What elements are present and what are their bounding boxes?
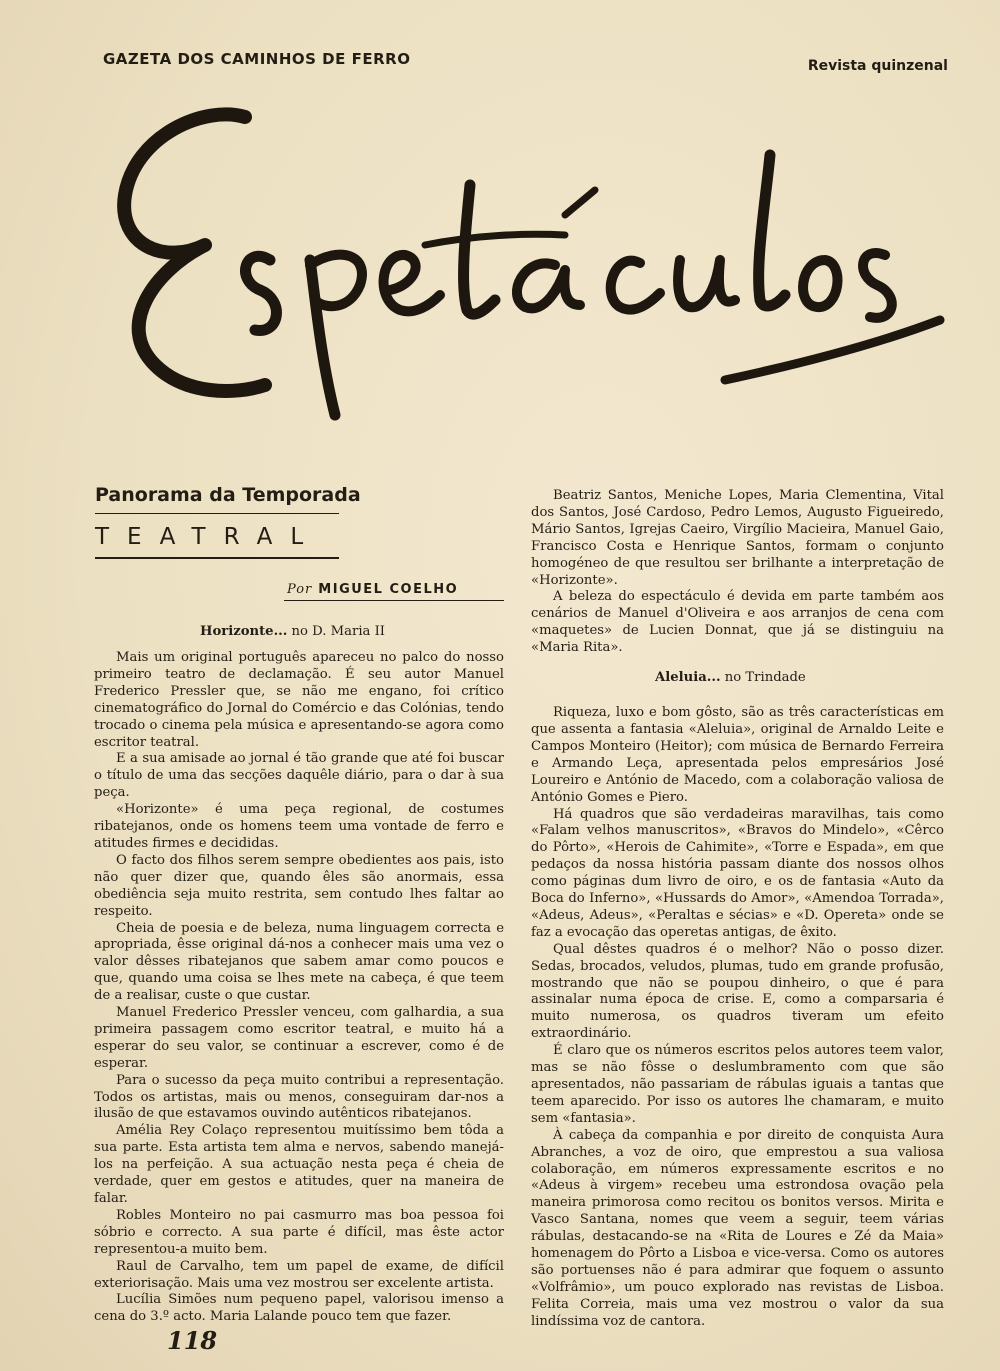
left-column <box>94 650 504 1326</box>
paragraph: À cabeça da companhia e por direito de conquista Aura Abranches, a voz de oiro, que emprestou a sua valiosa colaboração, em números expressamente escritos e no «Adeus à virgem» recebeu uma estrondosa ovação pela maneira primorosa como recitou os bonitos versos. Mirita e Vasco Santana, nomes que veem a seguir, teem várias rábulas, destacando-se na «Rita de Loures e Zé da Maia» homenagem do Pôrto a Lisboa e vice-versa. Como os autores são portuenses não é para admirar que foquem o assunto «Volfrâmio», um pouco explorado nas revistas de Lisboa. Felita Correia, mais uma vez mostrou o valor da sua lindíssima voz de cantora. <box>531 1127 944 1329</box>
kicker-rule <box>95 513 339 514</box>
byline-prefix: Por <box>287 582 313 597</box>
byline-rule <box>284 600 504 601</box>
paragraph: Raul de Carvalho, tem um papel de exame, de difícil exteriorisação. Mais uma vez mostrou ser excelente artista. <box>94 1258 504 1291</box>
publication-name: GAZETA DOS CAMINHOS DE FERRO <box>103 50 411 68</box>
section-title-calligraphy <box>95 95 955 435</box>
paragraph: «Horizonte» é uma peça regional, de costumes ribatejanos, onde os homens teem uma vontade de ferro e atitudes firmes e decididas. <box>94 802 504 851</box>
subheading-title: Aleluia... <box>655 670 721 685</box>
subheading-horizonte <box>200 624 385 639</box>
paragraph: Manuel Frederico Pressler venceu, com galhardia, a sua primeira passagem como escritor teatral, e muito há a esperar do seu valor, se continuar a escrever, como é de esperar. <box>94 1005 504 1071</box>
paragraph: Riqueza, luxo e bom gôsto, são as três características em que assenta a fantasia «Aleluia», original de Arnaldo Leite e Campos Monteiro (Heitor); com música de Bernardo Ferreira e Armando Leça, apresentada pelos empresários José Loureiro e António de Macedo, com a colaboração valiosa de António Gomes e Piero. <box>531 705 944 805</box>
subheading-venue: no Trindade <box>720 670 806 685</box>
paragraph: Amélia Rey Colaço representou muitíssimo bem tôda a sua parte. Esta artista tem alma e nervos, sabendo manejá-los na perfeição. A sua actuação nesta peça é cheia de verdade, quer em gestos e atitudes, quer na maneira de falar. <box>94 1123 504 1206</box>
paragraph: Qual dêstes quadros é o melhor? Não o posso dizer. Sedas, brocados, veludos, plumas, tudo em grande profusão, mostrando que não se poupou dinheiro, o que é para assinalar numa época de crise. E, como a comparsaria é muito numerosa, os quadros tiveram um efeito extraordinário. <box>531 941 944 1042</box>
title-rule <box>95 557 339 559</box>
periodicity-label: Revista quinzenal <box>807 58 948 74</box>
paragraph: Há quadros que são verdadeiras maravilhas, tais como «Falam velhos manuscritos», «Bravos do Mindelo», «Cêrco do Pôrto», «Herois de Cahimite», «Torre e Espada», em que pedaços da nossa história passam diante dos nossos olhos como páginas dum livro de oiro, e os de fantasia «Auto da Boca do Inferno», «Hussards do Amor», «Amendoa Torrada», «Adeus, Adeus», «Peraltas e sécias» e «D. Opereta» onde se faz a evocação das operetas antigas, de êxito. <box>531 806 944 940</box>
subheading-title: Horizonte... <box>200 624 288 639</box>
paragraph: O facto dos filhos serem sempre obedientes aos pais, isto não quer dizer que, quando êles são anormais, essa obediência seja muito restrita, sem contudo lhes faltar ao respeito. <box>94 852 504 919</box>
article-kicker: Panorama da Temporada <box>95 484 361 506</box>
paragraph: Robles Monteiro no pai casmurro mas boa pessoa foi sóbrio e correcto. A sua parte é difícil, mas êste actor representou-a muito bem. <box>94 1207 504 1257</box>
page-number: 118 <box>167 1326 218 1355</box>
subheading-venue: no D. Maria II <box>287 624 386 639</box>
article-title: TEATRAL <box>95 524 322 550</box>
paragraph: Cheia de poesia e de beleza, numa linguagem correcta e apropriada, êsse original dá-nos a conhecer mais uma vez o valor dêsses ribatejanos que sabem amar como poucos e que, quando uma coisa se lhes mete na cabeça, é que teem de a realisar, custe o que custar. <box>94 920 504 1004</box>
paragraph: Mais um original português apareceu no palco do nosso primeiro teatro de declamação. É seu autor Manuel Frederico Pressler que, se não me engano, foi crítico cinematográfico do Jornal do Comércio e das Colónias, tendo trocado o cinema pela música e apresentando-se agora como escritor teatral. <box>94 650 504 750</box>
byline-author: MIGUEL COELHO <box>318 582 459 597</box>
paragraph: A beleza do espectáculo é devida em parte também aos cenários de Manuel d'Oliveira e aos arranjos de cena com «maquetes» de Lucien Donnat, que já se distinguiu na «Maria Rita». <box>531 589 944 656</box>
paragraph: É claro que os números escritos pelos autores teem valor, mas se não fôsse o deslumbramento com que são apresentados, não passariam de rábulas iguais a tantas que teem aparecido. Por isso os autores lhe chamaram, e muito sem «fantasia». <box>531 1043 944 1126</box>
paragraph: Para o sucesso da peça muito contribui a representação. Todos os artistas, mais ou menos, conseguiram dar-nos a ilusão de que estavamos ouvindo autênticos ribatejanos. <box>94 1072 504 1122</box>
paragraph: Lucília Simões num pequeno papel, valorisou imenso a cena do 3.º acto. Maria Lalande pouco tem que fazer. <box>94 1292 504 1325</box>
paragraph: Beatriz Santos, Meniche Lopes, Maria Clementina, Vital dos Santos, José Cardoso, Pedro Lemos, Augusto Figueiredo, Mário Santos, Igrejas Caeiro, Virgílio Macieira, Manuel Gaio, Francisco Costa e Henrique Santos, formam o conjunto homogéneo de que resultou ser brilhante a interpretação de «Horizonte». <box>531 488 944 588</box>
byline <box>287 582 458 597</box>
subheading-aleluia <box>655 670 806 685</box>
paragraph: E a sua amisade ao jornal é tão grande que até foi buscar o título de uma das secções daquêle diário, para o dar à sua peça. <box>94 751 504 801</box>
right-column <box>531 488 944 1331</box>
